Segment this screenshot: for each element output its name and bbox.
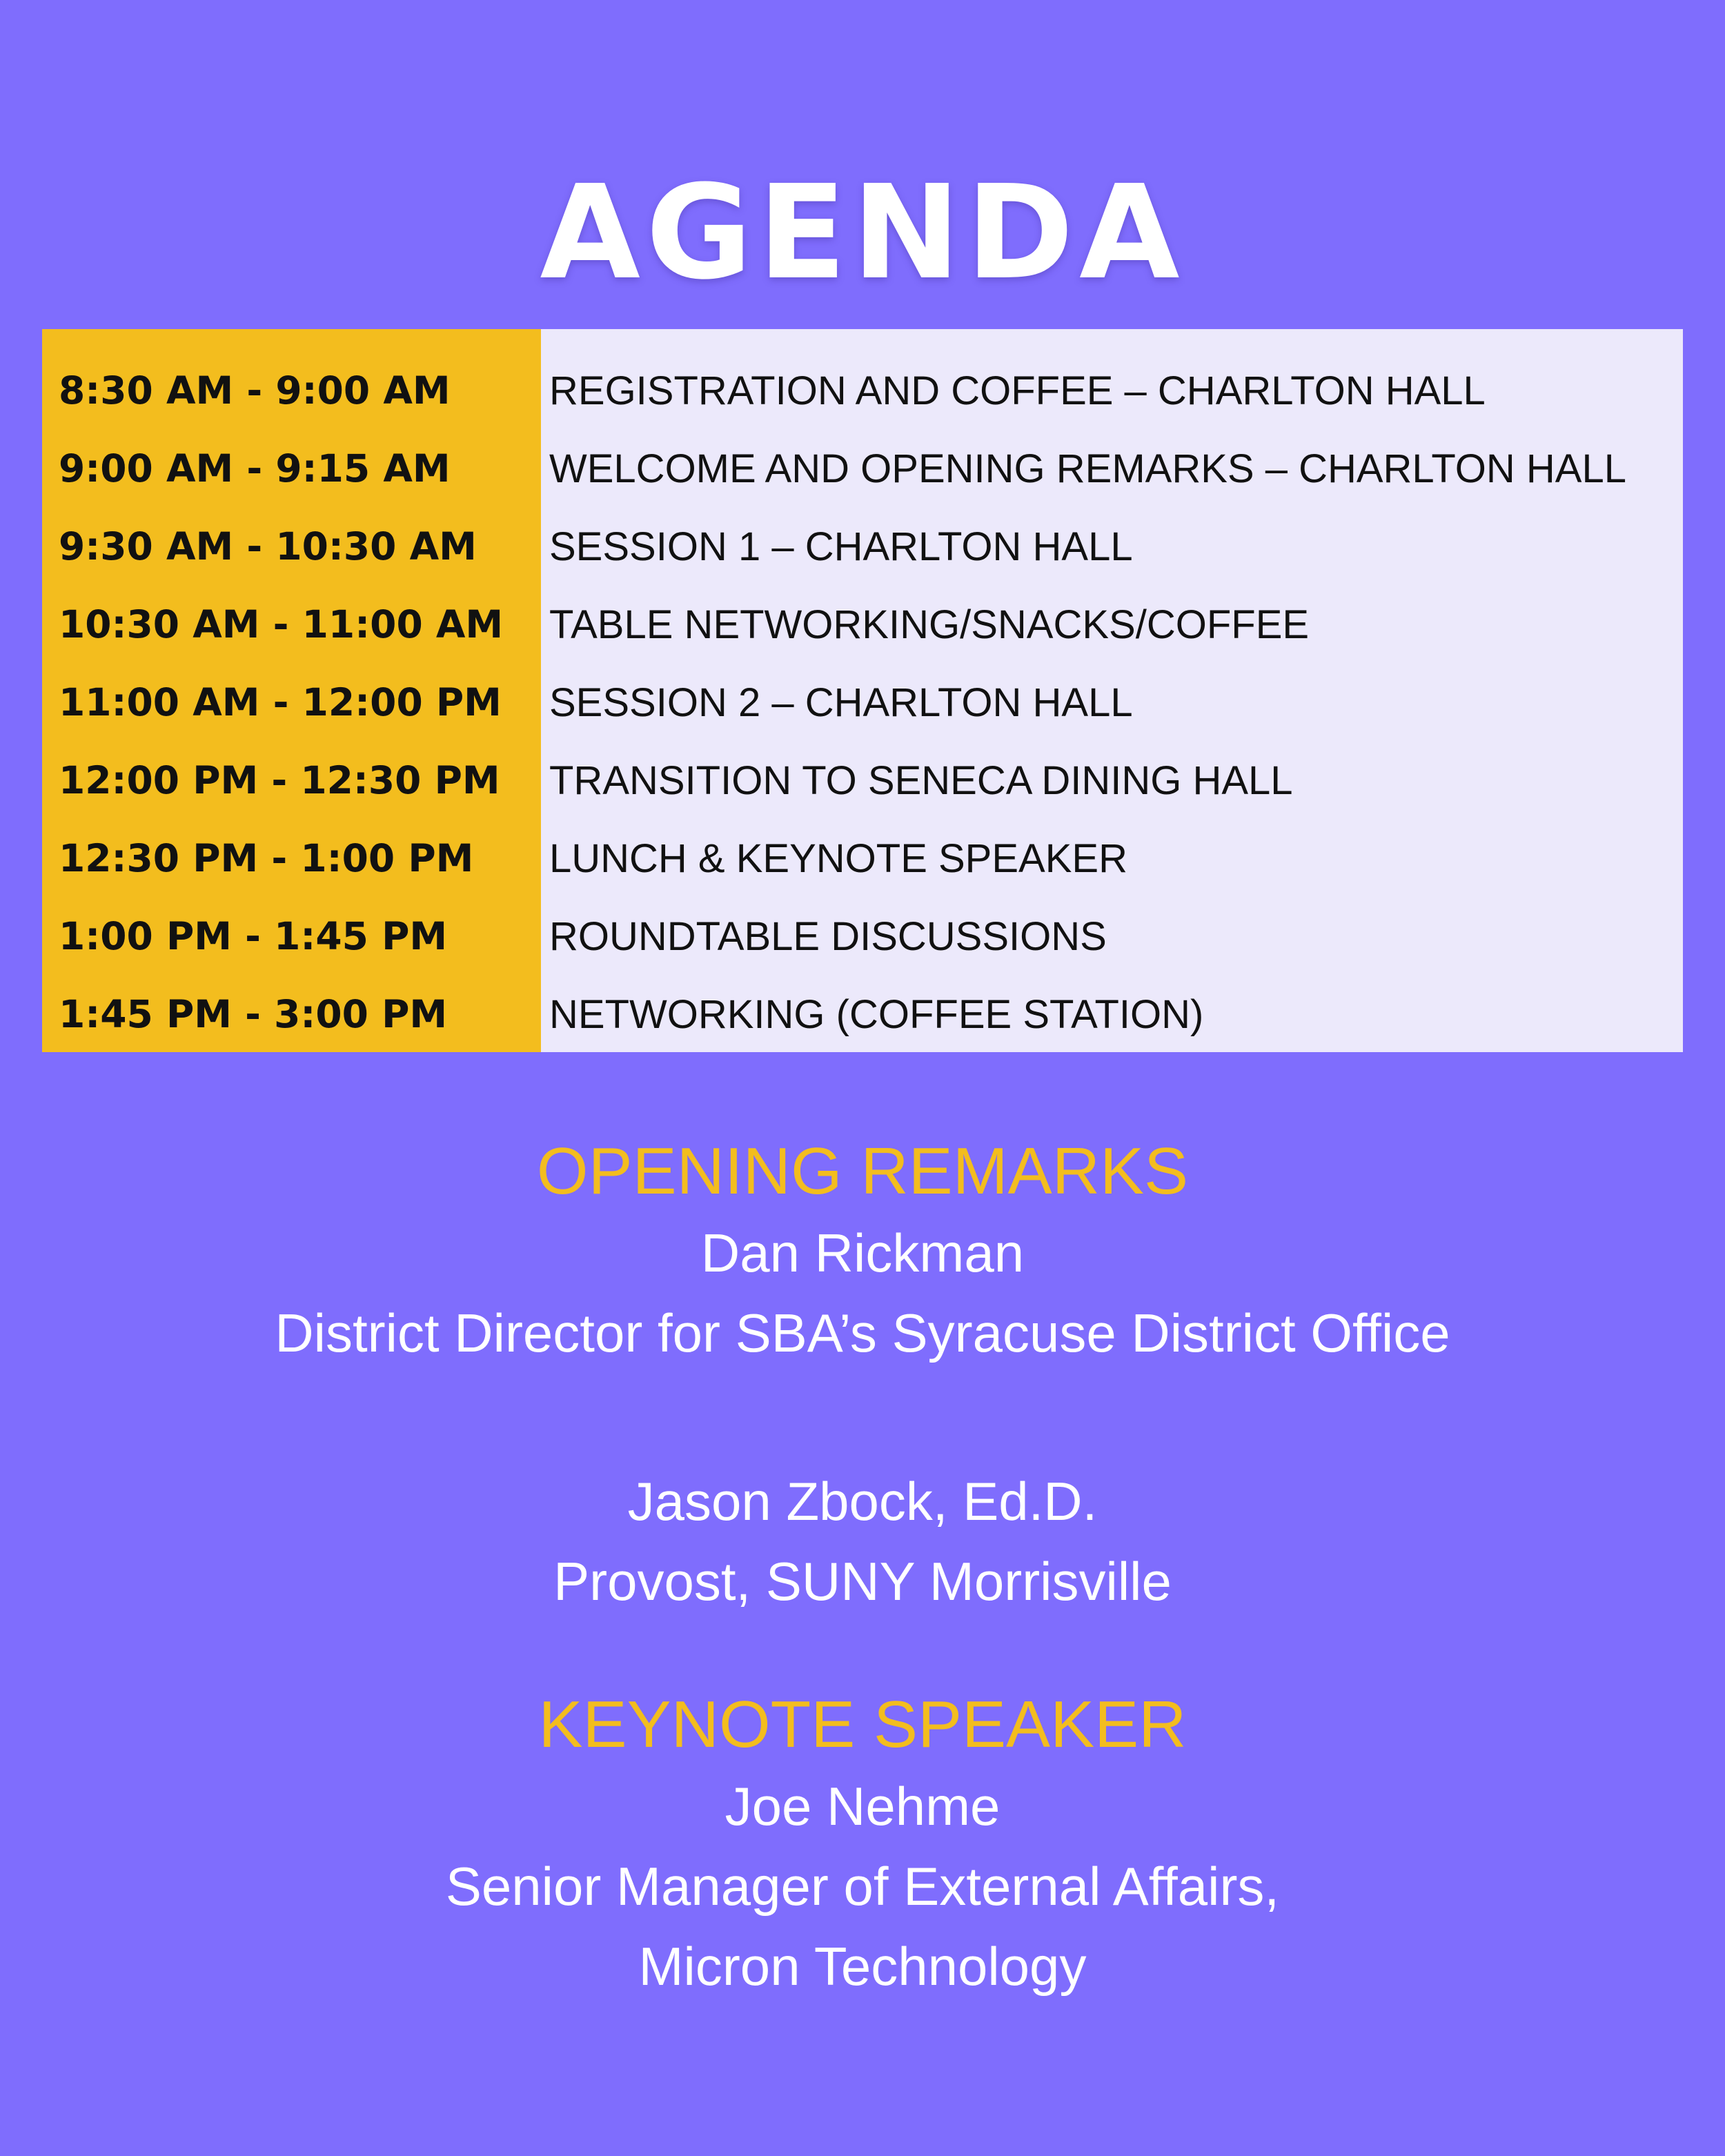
speaker-role: Provost, SUNY Morrisville	[553, 1551, 1172, 1612]
agenda-time: 11:00 AM - 12:00 PM	[59, 680, 502, 724]
agenda-event: TABLE NETWORKING/SNACKS/COFFEE	[549, 602, 1310, 647]
speaker-name: Dan Rickman	[700, 1223, 1025, 1283]
agenda-time: 9:00 AM - 9:15 AM	[59, 446, 451, 491]
speaker-role: District Director for SBA’s Syracuse District Office	[275, 1303, 1450, 1363]
keynote-name: Joe Nehme	[724, 1776, 1000, 1837]
agenda-time: 10:30 AM - 11:00 AM	[59, 602, 504, 646]
agenda-event: SESSION 1 – CHARLTON HALL	[549, 524, 1133, 569]
page-title: AGENDA	[540, 157, 1185, 308]
keynote-role: Senior Manager of External Affairs,	[445, 1856, 1280, 1917]
agenda-event: WELCOME AND OPENING REMARKS – CHARLTON HALL	[549, 446, 1626, 491]
keynote-section	[0, 1683, 1725, 2006]
opening-remarks-section	[0, 1130, 1725, 1373]
keynote-heading: KEYNOTE SPEAKER	[538, 1688, 1187, 1761]
event-column	[541, 329, 1683, 1052]
agenda-event: SESSION 2 – CHARLTON HALL	[549, 680, 1133, 725]
keynote-company: Micron Technology	[638, 1936, 1087, 1997]
agenda-time: 12:00 PM - 12:30 PM	[59, 758, 500, 802]
agenda-time: 8:30 AM - 9:00 AM	[59, 368, 451, 413]
agenda-time: 1:00 PM - 1:45 PM	[59, 914, 448, 958]
agenda-time: 12:30 PM - 1:00 PM	[59, 836, 474, 880]
speaker-name: Jason Zbock, Ed.D.	[627, 1471, 1098, 1532]
agenda-event: REGISTRATION AND COFFEE – CHARLTON HALL	[549, 368, 1486, 413]
agenda-table	[42, 329, 1683, 1052]
time-column	[42, 329, 541, 1052]
agenda-event: NETWORKING (COFFEE STATION)	[549, 992, 1204, 1037]
opening-remarks-second-speaker	[0, 1461, 1725, 1621]
agenda-event: ROUNDTABLE DISCUSSIONS	[549, 914, 1107, 959]
agenda-time: 9:30 AM - 10:30 AM	[59, 524, 477, 568]
agenda-event: LUNCH & KEYNOTE SPEAKER	[549, 836, 1127, 881]
opening-remarks-heading: OPENING REMARKS	[536, 1134, 1189, 1208]
agenda-time: 1:45 PM - 3:00 PM	[59, 992, 448, 1036]
agenda-event: TRANSITION TO SENECA DINING HALL	[549, 758, 1293, 803]
